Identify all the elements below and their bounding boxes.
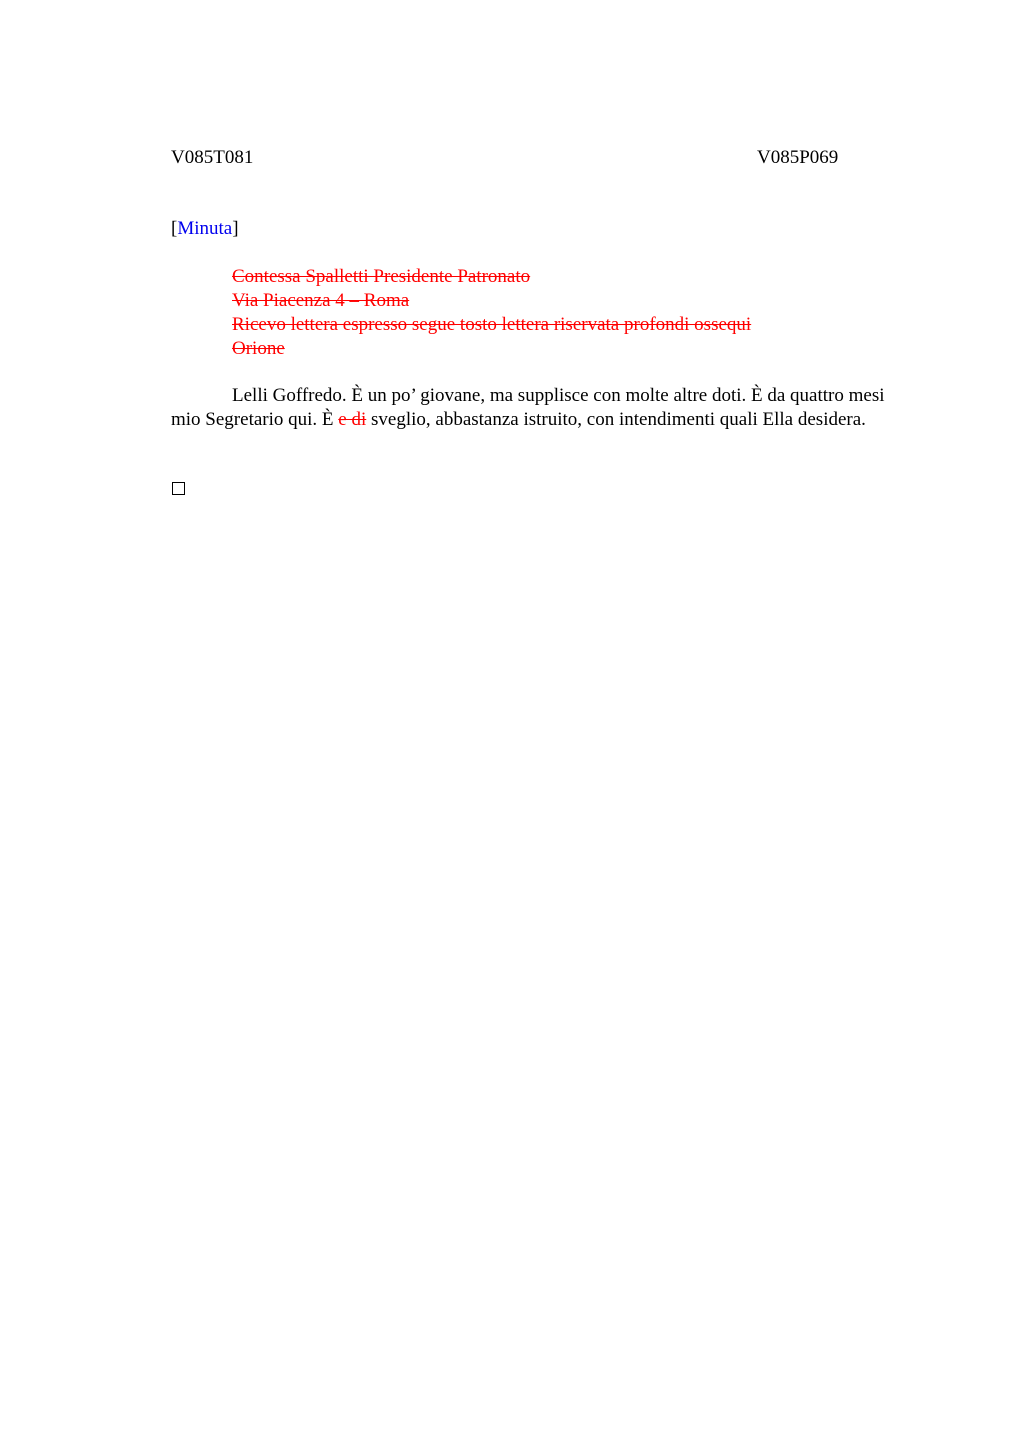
square-icon: [172, 482, 185, 495]
deleted-inline-text: e di: [338, 409, 367, 430]
body-paragraph: [171, 384, 906, 432]
deleted-line-signature: Orione: [232, 338, 285, 359]
minuta-heading: [171, 217, 239, 241]
open-bracket: [: [171, 218, 178, 239]
document-code-left: V085T081: [171, 147, 254, 168]
deleted-line-recipient: Contessa Spalletti Presidente Patronato: [232, 266, 531, 287]
deleted-line-address: Via Piacenza 4 – Roma: [232, 290, 410, 311]
deleted-telegram-block: [232, 265, 751, 361]
deleted-line-message: Ricevo lettera espresso segue tosto lettera riservata profondi ossequi: [232, 314, 752, 335]
body-text-part2: sveglio, abbastanza istruito, con intendimenti quali Ella desidera.: [366, 409, 866, 430]
minuta-label: Minuta: [177, 218, 233, 239]
close-bracket: ]: [232, 218, 239, 239]
body-text-part1: Lelli Goffredo. È un po’ giovane, ma supplisce con molte altre doti. È da quattro mesi mio Segretario qui. È: [171, 385, 885, 430]
document-code-right: V085P069: [757, 147, 839, 168]
